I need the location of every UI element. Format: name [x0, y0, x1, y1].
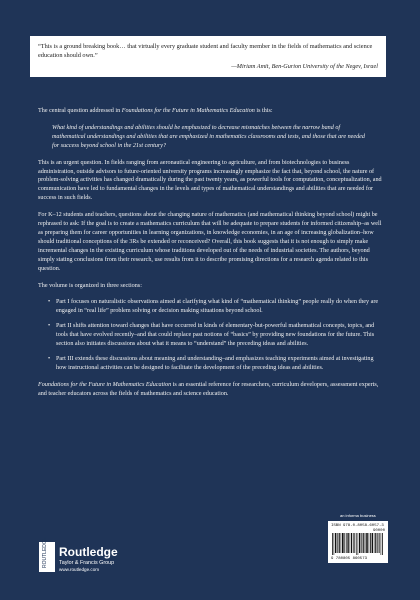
intro-paragraph [38, 107, 382, 116]
closing-book-title: Foundations for the Future in Mathematics Education [38, 381, 172, 388]
price-code: 90000 [372, 529, 385, 533]
endorsement-attribution: —Miriam Amit, Ben-Gurion University of the Negev, Israel [231, 63, 378, 71]
section-item-part-2: • Part II shifts attention toward changes that have occurred in kinds of elementary-but-powerful mathematical concepts, topics, and tools that have evolved recently–and that could replace past notions of “basics” by providing new foundations for the future. This section also initiates discussions about what it means to “understand” the preceding ideas and abilities. [48, 322, 382, 349]
sections-list [38, 298, 382, 372]
isbn-text: ISBN 978-0-8058-6057-3 [331, 524, 384, 528]
intro-book-title: Foundations for the Future in Mathematics Education [121, 108, 255, 114]
closing-paragraph [38, 381, 382, 399]
k12-paragraph: For K–12 students and teachers, questions about the changing nature of mathematics (and mathematical thinking beyond school) might be rephrased to ask: If the goal is to create a mathematics curriculum that will be adequate to prepare students for informed citizenship–as well as preparing them for career opportunities in learning organizations, in knowledge economies, in an age of increasing globalization–how should traditional conceptions of the 3Rs be extended or reconceived? Overall, this book suggests that it is not enough to simply make incremental changes in the existing curriculum whose traditions developed out of the needs of industrial societies. The authors, beyond simply stating conclusions from their research, use results from it to describe promising directions for a research agenda related to this question. [38, 212, 382, 272]
intro-lead: The central question addressed in [38, 108, 122, 114]
publisher-name: Routledge [59, 545, 118, 559]
barcode-number: 9 780805 860573 [331, 557, 368, 561]
section-item-part-3: • Part III extends these discussions about meaning and understanding–and emphasizes teaching experiments aimed at investigating how instructional activities can be designed to facilitate the development of the preceding ideas and abilities. [48, 355, 382, 373]
publisher-url: www.routledge.com [59, 567, 100, 572]
urgent-paragraph: This is an urgent question. In fields ranging from aeronautical engineering to agriculture, and from biotechnologies to business administration, outside advisors to future-oriented university programs increasingly emphasize the fact that, beyond school, the nature of problem-solving activities has changed dramatically during the past twenty years, as powerful tools for computation, conceptualization, and communication have led to fundamental changes in the levels and types of mathematical understandings and abilities that are needed for success in such fields. [38, 159, 382, 202]
logo-text: ROUTLEDGE [42, 536, 48, 568]
endorsement-quote: “This is a ground breaking book… that virtually every graduate student and faculty member in the fields of mathematics and science education should own.” [38, 43, 373, 60]
endorsement-quote-box [30, 36, 386, 77]
intro-tail: is this: [254, 108, 273, 114]
barcode [328, 521, 388, 563]
section-item-part-1: • Part I focuses on naturalistic observations aimed at clarifying what kind of “mathematical thinking” people really do when they are engaged in “real life” problem solving or decision making situations beyond school. [48, 298, 382, 316]
publisher-group: Taylor & Francis Group [59, 560, 115, 566]
informa-business-tag: an informa business [340, 513, 376, 518]
barcode-bars-icon [332, 533, 384, 555]
central-question: What kind of understandings and abilities should be emphasized to decrease mismatches between the narrow band of mathematical understandings and abilities that are emphasized in mathematics classrooms and tests, and those that are needed for success beyond school in the 21st century? [52, 124, 365, 149]
organized-paragraph: The volume is organized in three sections: [38, 282, 142, 289]
blurb-body [38, 107, 382, 407]
closing-tail: is an essential reference for researchers, curriculum developers, assessment experts, and teacher educators across the fields of mathematics and science education. [38, 381, 379, 397]
routledge-logo-icon [39, 536, 55, 572]
